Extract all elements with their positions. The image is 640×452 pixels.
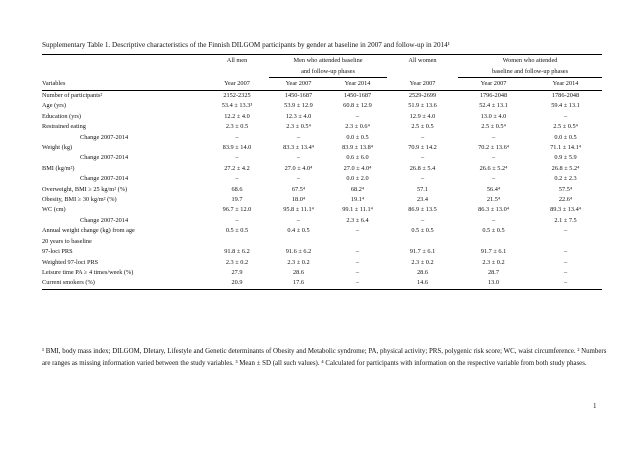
table-cell: 2.3 ± 6.4	[346, 216, 369, 224]
header-year: Year 2007	[269, 78, 328, 91]
table-cell: –	[235, 133, 239, 141]
header-year: Year 2007	[205, 78, 269, 91]
table-row	[42, 195, 602, 205]
table-cell: 91.8 ± 6.2	[224, 248, 250, 256]
header-women-followup-line2: baseline and follow-up phases	[458, 66, 602, 78]
table-cell: 91.7 ± 6.1	[480, 248, 507, 256]
table-cell	[387, 237, 458, 247]
table-cell: 83.9 ± 13.8⁴	[342, 144, 373, 152]
table-cell: –	[420, 175, 425, 183]
header-year: Year 2007	[387, 78, 458, 91]
table-cell: 2.3 ± 0.2	[482, 258, 505, 266]
table-cell: 0.4 ± 0.5	[287, 227, 310, 235]
table-cell: 20.9	[205, 278, 269, 289]
header-variables: Variables	[42, 78, 205, 91]
table-cell: 2.3 ± 0.2	[287, 258, 310, 266]
table-cell: 26.8 ± 5.2⁴	[551, 164, 580, 172]
table-cell: 0.0 ± 2.0	[346, 175, 369, 183]
table-cell: –	[491, 133, 496, 141]
table-cell: 53.9 ± 12.9	[284, 102, 313, 110]
page-number: 1	[593, 402, 597, 410]
header-men-followup-line2: and follow-up phases	[269, 66, 387, 78]
table-cell: 28.6	[417, 268, 429, 276]
table-cell: 27.2 ± 4.2	[224, 164, 250, 172]
table-cell: 14.6	[387, 278, 458, 289]
table-cell: –	[355, 258, 360, 266]
table-cell: 26.8 ± 5.4	[409, 164, 436, 172]
table-cell: 0.5 ± 0.5	[225, 227, 249, 235]
table-row	[42, 237, 602, 247]
table-cell	[529, 237, 602, 247]
table-cell: 0.6 ± 6.0	[346, 154, 369, 162]
table-cell: 0.5 ± 0.5	[482, 227, 505, 235]
table-cell: 67.5⁴	[291, 185, 306, 193]
table-cell: –	[491, 216, 496, 224]
table-cell: 19.7	[231, 196, 243, 204]
table-row	[42, 164, 602, 174]
table-cell: 57.1	[417, 185, 429, 193]
table-cell: 28.6	[292, 268, 305, 276]
table-cell: –	[296, 175, 301, 183]
table-row	[42, 112, 602, 122]
header-all-women: All women	[387, 55, 458, 67]
table-cell: 86.3 ± 13.0⁴	[478, 206, 509, 214]
row-label: Change 2007-2014	[80, 175, 129, 183]
row-label: WC (cm)	[42, 206, 66, 214]
table-cell: 68.6	[231, 185, 243, 193]
table-cell: 0.2 ± 2.3	[554, 175, 577, 183]
row-label: 97-loci PRS	[42, 248, 73, 256]
row-label: 20 years to baseline	[42, 237, 92, 245]
table-cell: 2.3 ± 0.2	[411, 258, 434, 266]
table-cell: –	[491, 175, 496, 183]
table-body	[42, 91, 602, 290]
row-label: Current smokers (%)	[42, 278, 205, 289]
table-cell	[458, 237, 529, 247]
descriptive-characteristics-table	[42, 54, 602, 290]
table-cell: 95.8 ± 11.1⁴	[283, 206, 314, 214]
row-label: BMI (kg/m²)	[42, 164, 75, 172]
table-cell: 59.4 ± 13.1	[551, 102, 580, 110]
row-label: Obesity, BMI ≥ 30 kg/m² (%)	[42, 196, 117, 204]
table-cell: –	[355, 112, 360, 120]
table-cell: –	[420, 216, 425, 224]
table-cell: 1450-1687	[343, 92, 372, 99]
table-cell: 71.1 ± 14.1⁴	[550, 144, 581, 152]
table-row	[42, 268, 602, 278]
table-cell: 27.0 ± 4.0⁴	[284, 164, 313, 172]
table-cell: –	[563, 227, 568, 235]
table-cell: 26.6 ± 5.2⁴	[479, 164, 508, 172]
table-cell: 83.3 ± 13.4⁴	[283, 144, 314, 152]
table-cell: –	[420, 154, 425, 162]
table-cell: –	[296, 216, 301, 224]
table-cell: –	[235, 154, 239, 162]
row-label: Number of participants²	[42, 92, 103, 99]
table-cell: 89.3 ± 13.4⁴	[550, 206, 581, 214]
table-row	[42, 216, 602, 226]
table-cell	[269, 237, 328, 247]
table-cell: 0.0 ± 0.5	[554, 133, 577, 141]
table-cell: –	[355, 248, 360, 256]
table-row	[42, 133, 602, 143]
table-row	[42, 226, 602, 236]
table-cell: –	[355, 227, 360, 235]
row-label: Change 2007-2014	[80, 154, 129, 162]
table-cell: 2.5 ± 0.5	[411, 123, 434, 131]
table-cell: –	[563, 268, 568, 276]
table-cell: –	[563, 112, 568, 120]
table-cell: 12.3 ± 4.0	[285, 112, 312, 120]
table-cell: 12.2 ± 4.0	[224, 112, 250, 120]
header-women-followup-line1: Women who attended	[458, 55, 602, 67]
row-label: Annual weight change (kg) from age	[42, 227, 135, 235]
table-row	[42, 247, 602, 257]
row-label: Restrained eating	[42, 123, 86, 131]
row-label: Weight (kg)	[42, 144, 73, 152]
table-row	[42, 153, 602, 163]
table-cell: 68.2⁴	[350, 185, 365, 193]
table-cell: 2.5 ± 0.5⁴	[553, 123, 578, 131]
table-cell: 12.9 ± 4.0	[409, 112, 436, 120]
table-cell: 57.5⁴	[558, 185, 573, 193]
table-row	[42, 143, 602, 153]
table-row	[42, 258, 602, 268]
header-year: Year 2014	[328, 78, 387, 91]
table-cell: –	[235, 216, 239, 224]
row-label: Change 2007-2014	[80, 133, 129, 141]
table-row	[42, 174, 602, 184]
table-cell: 2.3 ± 0.6⁴	[345, 123, 370, 131]
table-cell: –	[563, 258, 568, 266]
table-cell: –	[529, 278, 602, 289]
table-cell: –	[296, 154, 301, 162]
table-cell: 86.9 ± 13.5	[408, 206, 437, 214]
table-cell: 0.5 ± 0.5	[411, 227, 434, 235]
table-cell	[328, 237, 387, 247]
table-cell: 27.0 ± 4.0⁴	[343, 164, 372, 172]
table-cell: 19.1⁴	[350, 196, 365, 204]
table-cell: 60.8 ± 12.9	[343, 102, 372, 110]
table-cell: 23.4	[417, 196, 429, 204]
table-cell: 2.1 ± 7.5	[554, 216, 577, 224]
table-cell: 83.9 ± 14.0	[222, 144, 252, 152]
table-cell: 2152-2325	[223, 92, 251, 99]
row-label: Age (yrs)	[42, 102, 66, 110]
table-cell: 1450-1687	[284, 92, 313, 99]
header-men-followup-line1: Men who attended baseline	[269, 55, 387, 67]
table-cell: –	[328, 278, 387, 289]
table-caption: Supplementary Table 1. Descriptive characteristics of the Finnish DILGOM participants by gender at baseline in 2007 and follow-up in 2014¹	[42, 41, 450, 49]
table-cell: 70.9 ± 14.2	[408, 144, 437, 152]
table-footnote: ¹ BMI, body mass index; DILGOM, DIetary, Lifestyle and Genetic determinants of Obesity and Metabolic syndrome; PA, physical activity; PRS, polygenic risk score; WC, waist circumference. ² Numbers are ranges as missing information varied between the study variables. ³ Mean ± SD (all such values). ⁴ Calculated for participants with information on the respective variable from both study phases.	[42, 348, 607, 368]
row-label: Overweight, BMI ≥ 25 kg/m² (%)	[42, 185, 128, 193]
table-cell: 0.9 ± 5.9	[554, 154, 577, 162]
table-cell: –	[296, 133, 301, 141]
table-cell: –	[235, 175, 239, 183]
table-cell: –	[420, 133, 425, 141]
table-row	[42, 101, 602, 111]
table-cell: 2.3 ± 0.5⁴	[286, 123, 311, 131]
table-cell: 13.0	[458, 278, 529, 289]
table-cell: 28.7	[488, 268, 500, 276]
table-cell: 53.4 ± 13.3³	[221, 102, 253, 110]
table-row	[42, 185, 602, 195]
table-cell: 96.7 ± 12.0	[222, 206, 252, 214]
table-cell: 70.2 ± 13.6⁴	[478, 144, 509, 152]
table-row	[42, 122, 602, 132]
table-cell: 91.7 ± 6.1	[409, 248, 436, 256]
table-cell: 18.0⁴	[291, 196, 306, 204]
table-cell: 2.5 ± 0.5⁴	[481, 123, 506, 131]
header-all-men: All men	[205, 55, 269, 67]
row-label: Weighted 97-loci PRS	[42, 258, 99, 266]
table-cell: 0.0 ± 0.5	[346, 133, 369, 141]
table-cell: 2.3 ± 0.2	[225, 258, 249, 266]
table-cell: –	[355, 268, 360, 276]
table-row	[42, 205, 602, 215]
table-cell: 56.4⁴	[486, 185, 501, 193]
table-cell: 2529-2699	[408, 92, 437, 99]
table-cell: 91.6 ± 6.2	[285, 248, 312, 256]
table-cell: 22.6⁴	[558, 196, 573, 204]
table-cell: –	[563, 248, 568, 256]
table-cell: –	[491, 154, 496, 162]
table-cell: 2.3 ± 0.5	[225, 123, 249, 131]
row-label: Change 2007-2014	[80, 216, 129, 224]
table-cell: 51.9 ± 13.6	[408, 102, 437, 110]
header-year: Year 2014	[529, 78, 602, 91]
table-cell	[205, 237, 269, 247]
table-cell: 1786-2048	[551, 92, 580, 99]
table-cell: 1796-2048	[479, 92, 508, 99]
table-row	[42, 278, 602, 289]
table-cell: 52.4 ± 13.1	[479, 102, 508, 110]
table-cell: 21.5⁴	[486, 196, 501, 204]
table-cell: 17.6	[269, 278, 328, 289]
header-year: Year 2007	[458, 78, 529, 91]
table-cell: 27.9	[231, 268, 243, 276]
row-label: Leisure time PA ≥ 4 times/week (%)	[42, 268, 134, 276]
row-label: Education (yrs)	[42, 112, 81, 120]
table-cell: 99.1 ± 11.1⁴	[342, 206, 373, 214]
table-row	[42, 91, 602, 102]
table-cell: 13.0 ± 4.0	[480, 112, 507, 120]
